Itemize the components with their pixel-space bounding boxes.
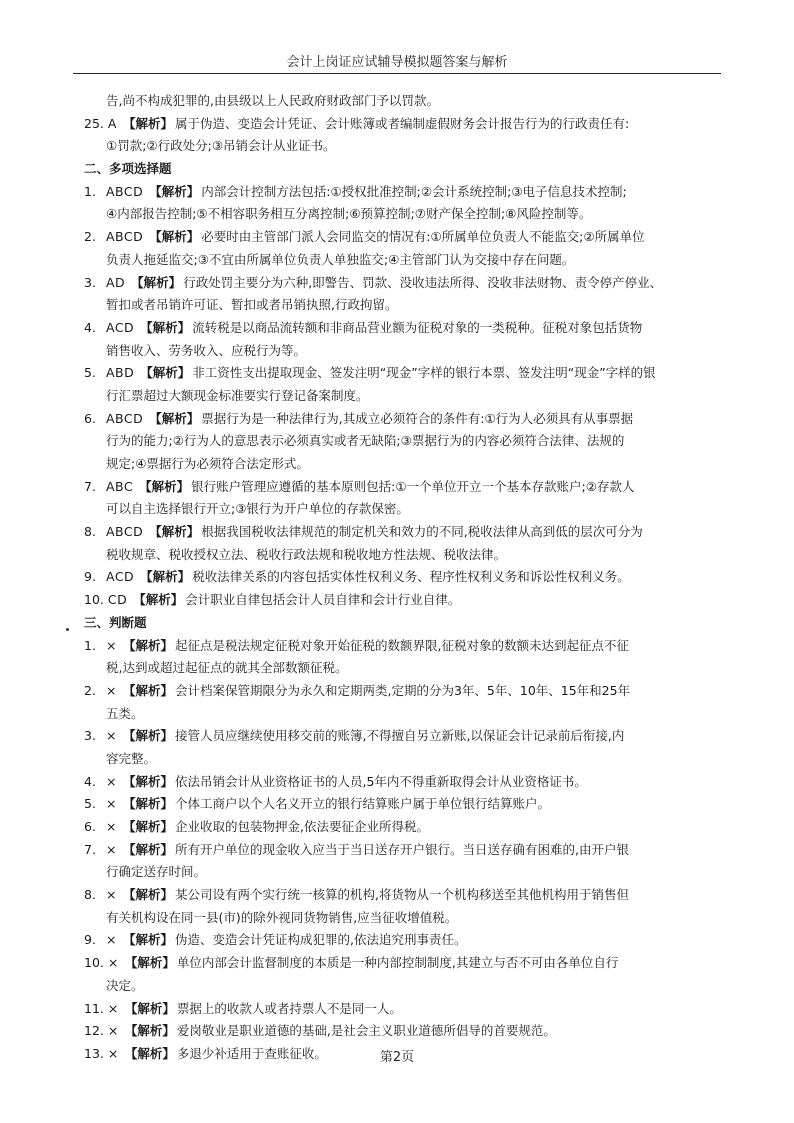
item-number: 10. bbox=[84, 592, 104, 608]
item-text: 爱岗敬业是职业道德的基础,是社会主义职业道德所倡导的首要规范。 bbox=[176, 1023, 556, 1039]
analysis-tag: 【解析】 bbox=[139, 478, 190, 494]
item-number: 1. bbox=[84, 183, 96, 199]
item-answer: × bbox=[105, 932, 117, 948]
item-answer: × bbox=[105, 728, 117, 744]
item-number: 4. bbox=[84, 773, 96, 789]
answer-item bbox=[84, 680, 714, 703]
item-answer: ABC bbox=[105, 478, 134, 494]
section-title: 三、判断题 bbox=[84, 614, 147, 630]
continuation-line bbox=[84, 340, 714, 363]
item-answer: ABD bbox=[105, 365, 135, 381]
continuation-line bbox=[84, 657, 714, 680]
item-answer: × bbox=[107, 1023, 119, 1039]
analysis-tag: 【解析】 bbox=[122, 115, 173, 131]
document-body bbox=[84, 90, 714, 1066]
page-number: 第2页 bbox=[379, 1050, 415, 1065]
item-answer: × bbox=[105, 819, 117, 834]
item-text: 会计职业自律包括会计人员自律和会计行业自律。 bbox=[185, 592, 461, 608]
item-answer: × bbox=[107, 1000, 119, 1016]
analysis-tag: 【解析】 bbox=[122, 773, 173, 789]
line-text: 行确定送存时间。 bbox=[106, 864, 207, 880]
item-answer: ABCD bbox=[105, 183, 144, 199]
answer-item bbox=[84, 1020, 714, 1043]
answer-item bbox=[84, 839, 714, 862]
item-text: 行政处罚主要分为六种,即警告、罚款、没收违法所得、没收非法财物、责令停产停业、 bbox=[183, 274, 663, 290]
continuation-line bbox=[84, 498, 714, 521]
item-answer: ABCD bbox=[105, 524, 144, 540]
continuation-line bbox=[84, 90, 714, 113]
section-heading bbox=[84, 158, 714, 181]
item-text: 多退少补适用于查账征收。 bbox=[176, 1045, 327, 1061]
item-number: 9. bbox=[84, 932, 96, 948]
answer-item bbox=[84, 816, 714, 839]
item-text: 根据我国税收法律规范的制定机关和效力的不同,税收法律从高到低的层次可分为 bbox=[201, 524, 643, 540]
item-number: 4. bbox=[84, 319, 96, 335]
item-text: 接管人员应继续使用移交前的账簿,不得擅自另立新账,以保证会计记录前后衔接,内 bbox=[174, 728, 625, 744]
item-answer: ACD bbox=[105, 319, 135, 335]
item-text: 属于伪造、变造会计凭证、会计账簿或者编制虚假财务会计报告行为的行政责任有: bbox=[174, 115, 630, 131]
item-answer: ABCD bbox=[105, 410, 144, 426]
analysis-tag: 【解析】 bbox=[124, 1000, 175, 1016]
answer-item bbox=[84, 521, 714, 544]
continuation-line bbox=[84, 861, 714, 884]
line-text: 税收规章、税收授权立法、税收行政法规和税收地方性法规、税收法律。 bbox=[106, 546, 507, 562]
item-text: 单位内部会计监督制度的本质是一种内部控制制度,其建立与否不可由各单位自行 bbox=[176, 955, 619, 971]
item-number: 7. bbox=[84, 841, 96, 857]
analysis-tag: 【解析】 bbox=[122, 637, 173, 653]
item-number: 13. bbox=[84, 1045, 104, 1061]
continuation-line bbox=[84, 294, 714, 317]
continuation-line bbox=[84, 748, 714, 771]
item-number: 5. bbox=[84, 365, 96, 381]
analysis-tag: 【解析】 bbox=[122, 887, 173, 903]
item-text: 非工资性支出提取现金、签发注明“现金”字样的银行本票、签发注明“现金”字样的银 bbox=[192, 365, 656, 381]
item-number: 3. bbox=[84, 728, 96, 744]
item-number: 25. bbox=[84, 115, 104, 131]
line-text: 负责人拖延监交;③不宜由所属单位负责人单独监交;④主管部门认为交接中存在问题。 bbox=[106, 251, 575, 267]
line-text: 税,达到或超过起征点的就其全部数额征税。 bbox=[106, 660, 348, 676]
item-text: 伪造、变造会计凭证构成犯罪的,依法追究刑事责任。 bbox=[174, 932, 467, 948]
continuation-line bbox=[84, 703, 714, 726]
item-answer: CD bbox=[107, 592, 128, 608]
line-text: 告,尚不构成犯罪的,由县级以上人民政府财政部门予以罚款。 bbox=[106, 93, 439, 108]
line-text: 行为的能力;②行为人的意思表示必须真实或者无缺陷;③票据行为的内容必须符合法律、法规的 bbox=[106, 433, 625, 449]
analysis-tag: 【解析】 bbox=[122, 819, 173, 834]
item-number: 6. bbox=[84, 819, 96, 834]
page-footer bbox=[0, 1046, 794, 1065]
line-text: 行汇票超过大额现金标准要实行登记备案制度。 bbox=[106, 387, 369, 403]
item-number: 5. bbox=[84, 796, 96, 812]
analysis-tag: 【解析】 bbox=[140, 569, 191, 585]
answer-item bbox=[84, 635, 714, 658]
analysis-tag: 【解析】 bbox=[122, 841, 173, 857]
line-text: 决定。 bbox=[106, 977, 144, 993]
analysis-tag: 【解析】 bbox=[140, 365, 191, 381]
answer-item bbox=[84, 884, 714, 907]
analysis-tag: 【解析】 bbox=[122, 932, 173, 948]
analysis-tag: 【解析】 bbox=[124, 955, 175, 971]
continuation-line bbox=[84, 249, 714, 272]
item-number: 2. bbox=[84, 682, 96, 698]
item-number: 1. bbox=[84, 637, 96, 653]
analysis-tag: 【解析】 bbox=[124, 1045, 175, 1061]
page-header bbox=[73, 56, 721, 74]
item-number: 10. bbox=[84, 955, 104, 971]
header-title: 会计上岗证应试辅导模拟题答案与解析 bbox=[286, 55, 508, 70]
answer-item bbox=[84, 226, 714, 249]
analysis-tag: 【解析】 bbox=[140, 319, 191, 335]
item-number: 6. bbox=[84, 410, 96, 426]
item-number: 9. bbox=[84, 569, 96, 585]
line-text: 有关机构设在同一县(市)的除外视同货物销售,应当征收增值税。 bbox=[106, 909, 458, 925]
item-answer: × bbox=[105, 637, 117, 653]
answer-item bbox=[84, 929, 714, 952]
item-text: 税收法律关系的内容包括实体性权利义务、程序性权利义务和诉讼性权利义务。 bbox=[192, 569, 630, 585]
analysis-tag: 【解析】 bbox=[149, 229, 200, 245]
item-text: 依法吊销会计从业资格证书的人员,5年内不得重新取得会计从业资格证书。 bbox=[174, 773, 587, 789]
continuation-line bbox=[84, 907, 714, 930]
continuation-line bbox=[84, 385, 714, 408]
item-answer: × bbox=[105, 887, 117, 903]
analysis-tag: 【解析】 bbox=[149, 183, 200, 199]
item-answer: A bbox=[107, 115, 117, 131]
item-text: 流转税是以商品流转额和非商品营业额为征税对象的一类税种。征税对象包括货物 bbox=[192, 319, 643, 335]
continuation-line bbox=[84, 453, 714, 476]
answer-item bbox=[84, 476, 714, 499]
item-number: 11. bbox=[84, 1000, 104, 1016]
item-number: 7. bbox=[84, 478, 96, 494]
item-answer: × bbox=[107, 955, 119, 971]
item-text: 某公司设有两个实行统一核算的机构,将货物从一个机构移送至其他机构用于销售但 bbox=[174, 887, 629, 903]
item-answer: × bbox=[105, 773, 117, 789]
analysis-tag: 【解析】 bbox=[122, 728, 173, 744]
item-number: 12. bbox=[84, 1023, 104, 1039]
item-number: 2. bbox=[84, 229, 96, 245]
item-text: 起征点是税法规定征税对象开始征税的数额界限,征税对象的数额未达到起征点不征 bbox=[174, 637, 629, 653]
item-text: 企业收取的包装物押金,依法要征企业所得税。 bbox=[174, 819, 429, 834]
section-title: 二、多项选择题 bbox=[84, 161, 172, 177]
analysis-tag: 【解析】 bbox=[133, 592, 184, 608]
margin-dot bbox=[66, 628, 69, 631]
item-number: 8. bbox=[84, 887, 96, 903]
line-text: 规定;④票据行为必须符合法定形式。 bbox=[106, 456, 309, 471]
line-text: 销售收入、劳务收入、应税行为等。 bbox=[106, 342, 307, 358]
item-text: 会计档案保管期限分为永久和定期两类,定期的分为3年、5年、10年、15年和25年 bbox=[174, 682, 631, 698]
line-text: 容完整。 bbox=[106, 750, 157, 766]
item-answer: AD bbox=[105, 274, 126, 290]
line-text: ④内部报告控制;⑤不相容职务相互分离控制;⑥预算控制;⑦财产保全控制;⑧风险控制等。 bbox=[106, 206, 592, 222]
item-answer: ACD bbox=[105, 569, 135, 585]
item-answer: ABCD bbox=[105, 229, 144, 245]
section-heading bbox=[84, 612, 714, 635]
continuation-line bbox=[84, 203, 714, 226]
answer-item bbox=[84, 998, 714, 1021]
item-answer: × bbox=[105, 682, 117, 698]
item-number: 3. bbox=[84, 274, 96, 290]
continuation-line bbox=[84, 135, 714, 158]
analysis-tag: 【解析】 bbox=[149, 524, 200, 540]
item-text: 所有开户单位的现金收入应当于当日送存开户银行。当日送存确有困难的,由开户银 bbox=[174, 841, 629, 857]
item-answer: × bbox=[105, 796, 117, 812]
analysis-tag: 【解析】 bbox=[131, 274, 182, 290]
answer-item bbox=[84, 113, 714, 136]
item-answer: × bbox=[105, 841, 117, 857]
continuation-line bbox=[84, 544, 714, 567]
continuation-line bbox=[84, 975, 714, 998]
analysis-tag: 【解析】 bbox=[124, 1023, 175, 1039]
item-text: 票据上的收款人或者持票人不是同一人。 bbox=[176, 1000, 402, 1016]
answer-item bbox=[84, 566, 714, 589]
line-text: 可以自主选择银行开立;③银行为开户单位的存款保密。 bbox=[106, 501, 409, 517]
item-text: 个体工商户以个人名义开立的银行结算账户属于单位银行结算账户。 bbox=[174, 796, 550, 812]
answer-item bbox=[84, 317, 714, 340]
answer-item bbox=[84, 272, 714, 295]
answer-item bbox=[84, 952, 714, 975]
item-text: 必要时由主管部门派人会同监交的情况有:①所属单位负责人不能监交;②所属单位 bbox=[201, 229, 645, 245]
answer-item bbox=[84, 181, 714, 204]
answer-item bbox=[84, 362, 714, 385]
answer-item bbox=[84, 589, 714, 612]
answer-item bbox=[84, 793, 714, 816]
item-text: 内部会计控制方法包括:①授权批准控制;②会计系统控制;③电子信息技术控制; bbox=[201, 183, 627, 199]
item-answer: × bbox=[107, 1045, 119, 1061]
answer-item bbox=[84, 408, 714, 431]
continuation-line bbox=[84, 430, 714, 453]
analysis-tag: 【解析】 bbox=[149, 410, 200, 426]
item-text: 银行账户管理应遵循的基本原则包括:①一个单位开立一个基本存款账户;②存款人 bbox=[191, 478, 635, 494]
answer-item bbox=[84, 771, 714, 794]
line-text: 暂扣或者吊销许可证、暂扣或者吊销执照,行政拘留。 bbox=[106, 297, 398, 313]
analysis-tag: 【解析】 bbox=[122, 796, 173, 812]
line-text: ①罚款;②行政处分;③吊销会计从业证书。 bbox=[106, 138, 336, 154]
answer-item bbox=[84, 725, 714, 748]
line-text: 五类。 bbox=[106, 705, 144, 721]
item-number: 8. bbox=[84, 524, 96, 540]
analysis-tag: 【解析】 bbox=[122, 682, 173, 698]
item-text: 票据行为是一种法律行为,其成立必须符合的条件有:①行为人必须具有从事票据 bbox=[201, 410, 634, 426]
